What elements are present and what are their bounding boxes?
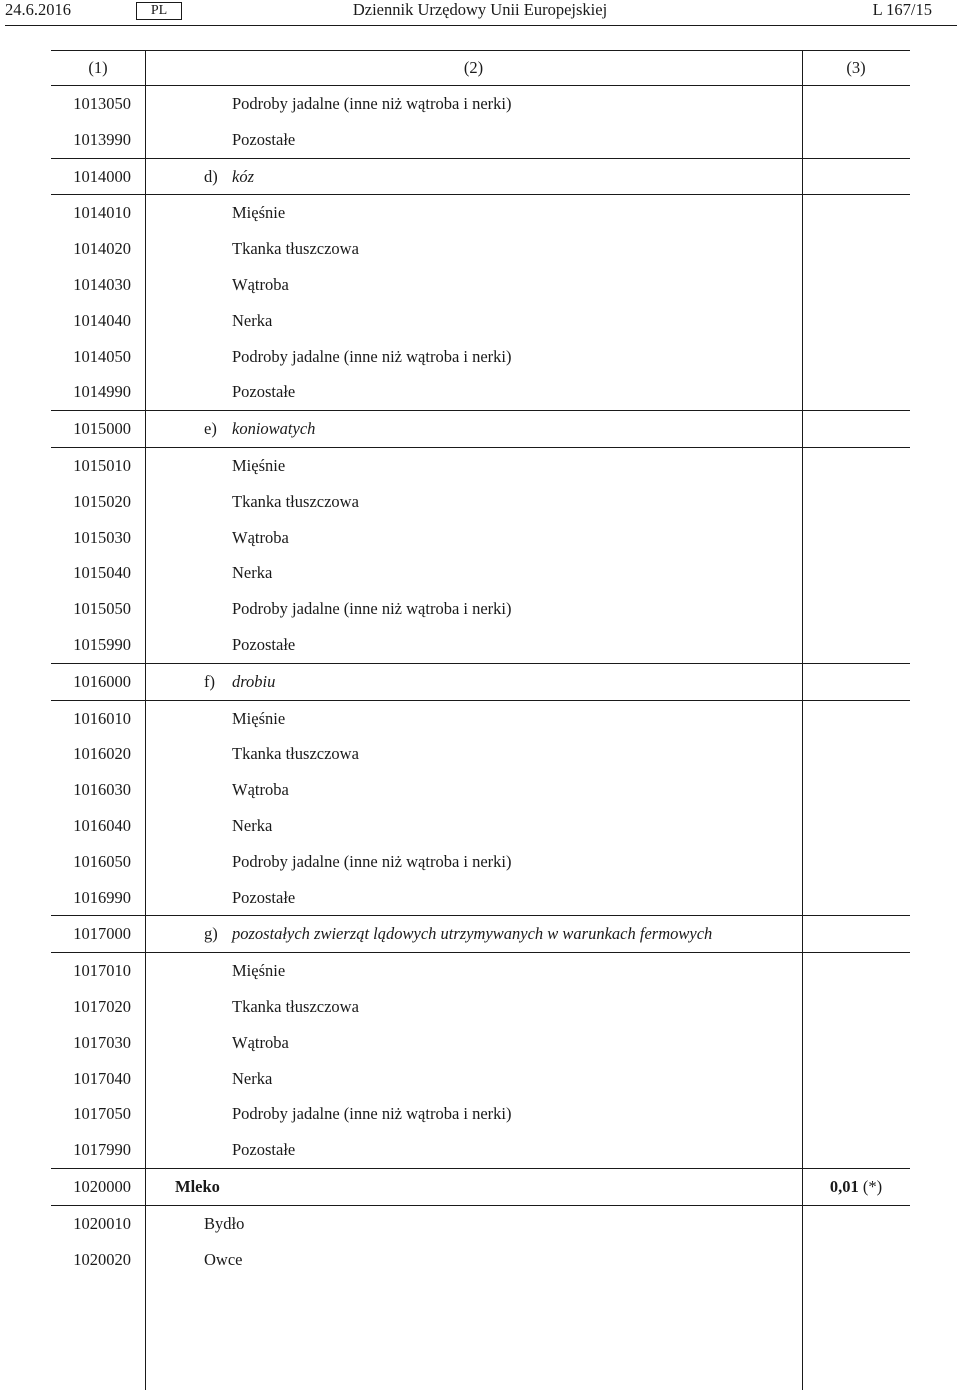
product-code: 1017050 [73,1104,131,1124]
table-row [51,159,910,196]
table-row [51,736,910,772]
category-letter: e) [204,419,217,439]
table-row [51,303,910,339]
table-row [51,122,910,159]
product-name: Nerka [232,815,273,835]
product-code: 1017000 [73,924,131,944]
category-name: kóz [232,166,254,186]
product-code: 1014030 [73,274,131,294]
product-name: Tkanka tłuszczowa [232,239,359,259]
product-code: 1014000 [73,166,131,186]
table-row [51,989,910,1025]
product-code: 1016000 [73,671,131,691]
product-name: Mięśnie [232,455,286,475]
product-name: Mięśnie [232,203,286,223]
product-code: 1017990 [73,1140,131,1160]
page-number: L 167/15 [872,0,932,19]
table-row [51,86,910,122]
table-header-row [51,50,910,86]
table-row [51,808,910,844]
table-row [51,591,910,627]
table-row [51,555,910,591]
category-letter: f) [204,671,215,691]
table-row [51,484,910,520]
product-code: 1020000 [73,1176,131,1196]
table-row [51,339,910,375]
table-row [51,701,910,737]
column-header-code: (1) [88,58,108,77]
language-badge: PL [136,2,182,20]
product-code: 1014020 [73,239,131,259]
product-code: 1016030 [73,780,131,800]
product-group-name: Mleko [175,1176,220,1196]
product-code: 1017030 [73,1032,131,1052]
product-name: Pozostałe [232,1140,296,1160]
product-code: 1016990 [73,887,131,907]
table-row [51,916,910,953]
category-name: pozostałych zwierząt lądowych utrzymywanych w warunkach fermowych [232,924,713,944]
product-name: Podroby jadalne (inne niż wątroba i nerki) [232,599,512,619]
product-code: 1016010 [73,708,131,728]
product-name: Tkanka tłuszczowa [232,996,359,1016]
table-row [51,1096,910,1132]
product-name: Bydło [204,1213,245,1233]
product-code: 1017040 [73,1068,131,1088]
mrl-footnote-marker: (*) [862,1176,883,1196]
table-row [51,267,910,303]
category-letter: g) [204,924,218,944]
table-row [51,1242,910,1278]
product-name: Tkanka tłuszczowa [232,744,359,764]
product-code: 1020010 [73,1213,131,1233]
table-row [51,1025,910,1061]
table-row [51,520,910,556]
product-code: 1014010 [73,203,131,223]
product-name: Pozostałe [232,887,296,907]
product-code: 1020020 [73,1249,131,1269]
category-label [204,916,712,951]
product-name: Wątroba [232,527,289,547]
table-row [51,231,910,267]
product-code: 1013050 [73,94,131,113]
table-row [51,1132,910,1169]
table-row [51,1061,910,1097]
product-code: 1015050 [73,599,131,619]
column-header-product: (2) [463,58,484,77]
product-name: Wątroba [232,274,289,294]
table-row [51,1169,910,1206]
table-row [51,1206,910,1242]
product-name: Podroby jadalne (inne niż wątroba i nerki) [232,346,512,366]
product-name: Pozostałe [232,129,296,149]
mrl-value [802,1169,910,1204]
table-row [51,374,910,411]
product-code: 1015010 [73,455,131,475]
mrl-number: 0,01 [829,1176,859,1196]
product-code: 1015000 [73,419,131,439]
table-row [51,664,910,701]
product-name: Podroby jadalne (inne niż wątroba i nerki) [232,1104,512,1124]
table-row [51,844,910,880]
product-name: Pozostałe [232,382,296,402]
product-name: Podroby jadalne (inne niż wątroba i nerki) [232,851,512,871]
product-name: Wątroba [232,1032,289,1052]
product-name: Wątroba [232,780,289,800]
product-code: 1015040 [73,563,131,583]
product-name: Mięśnie [232,961,286,981]
table-row [51,953,910,989]
publication-date: 24.6.2016 [5,0,71,19]
product-code: 1014040 [73,310,131,330]
table-row [51,448,910,484]
product-code: 1017020 [73,996,131,1016]
product-name: Pozostałe [232,634,296,654]
table-row [51,411,910,448]
product-code: 1016020 [73,744,131,764]
table-row [51,627,910,664]
product-name: Tkanka tłuszczowa [232,491,359,511]
table-row [51,772,910,808]
product-code: 1014990 [73,382,131,402]
product-code: 1016040 [73,815,131,835]
product-name: Mięśnie [232,708,286,728]
category-letter: d) [204,166,218,186]
product-code: 1017010 [73,961,131,981]
category-label [204,664,275,699]
column-header-limit: (3) [846,58,866,77]
product-name: Nerka [232,310,273,330]
table-row [51,880,910,917]
category-label [204,159,254,194]
category-name: drobiu [232,671,276,691]
journal-title: Dziennik Urzędowy Unii Europejskiej [352,0,608,19]
product-name: Podroby jadalne (inne niż wątroba i nerki) [232,94,512,113]
table-row [51,195,910,231]
header-divider [5,25,957,26]
page-header [0,0,960,26]
product-code: 1016050 [73,851,131,871]
product-code: 1015990 [73,634,131,654]
product-code: 1015030 [73,527,131,547]
product-name: Nerka [232,1068,273,1088]
residue-table [51,50,910,1277]
product-code: 1015020 [73,491,131,511]
table-body [51,86,910,1277]
product-name: Nerka [232,563,273,583]
category-name: koniowatych [232,419,316,439]
product-name: Owce [204,1249,243,1269]
category-label [204,411,315,446]
product-code: 1013990 [73,129,131,149]
product-code: 1014050 [73,346,131,366]
